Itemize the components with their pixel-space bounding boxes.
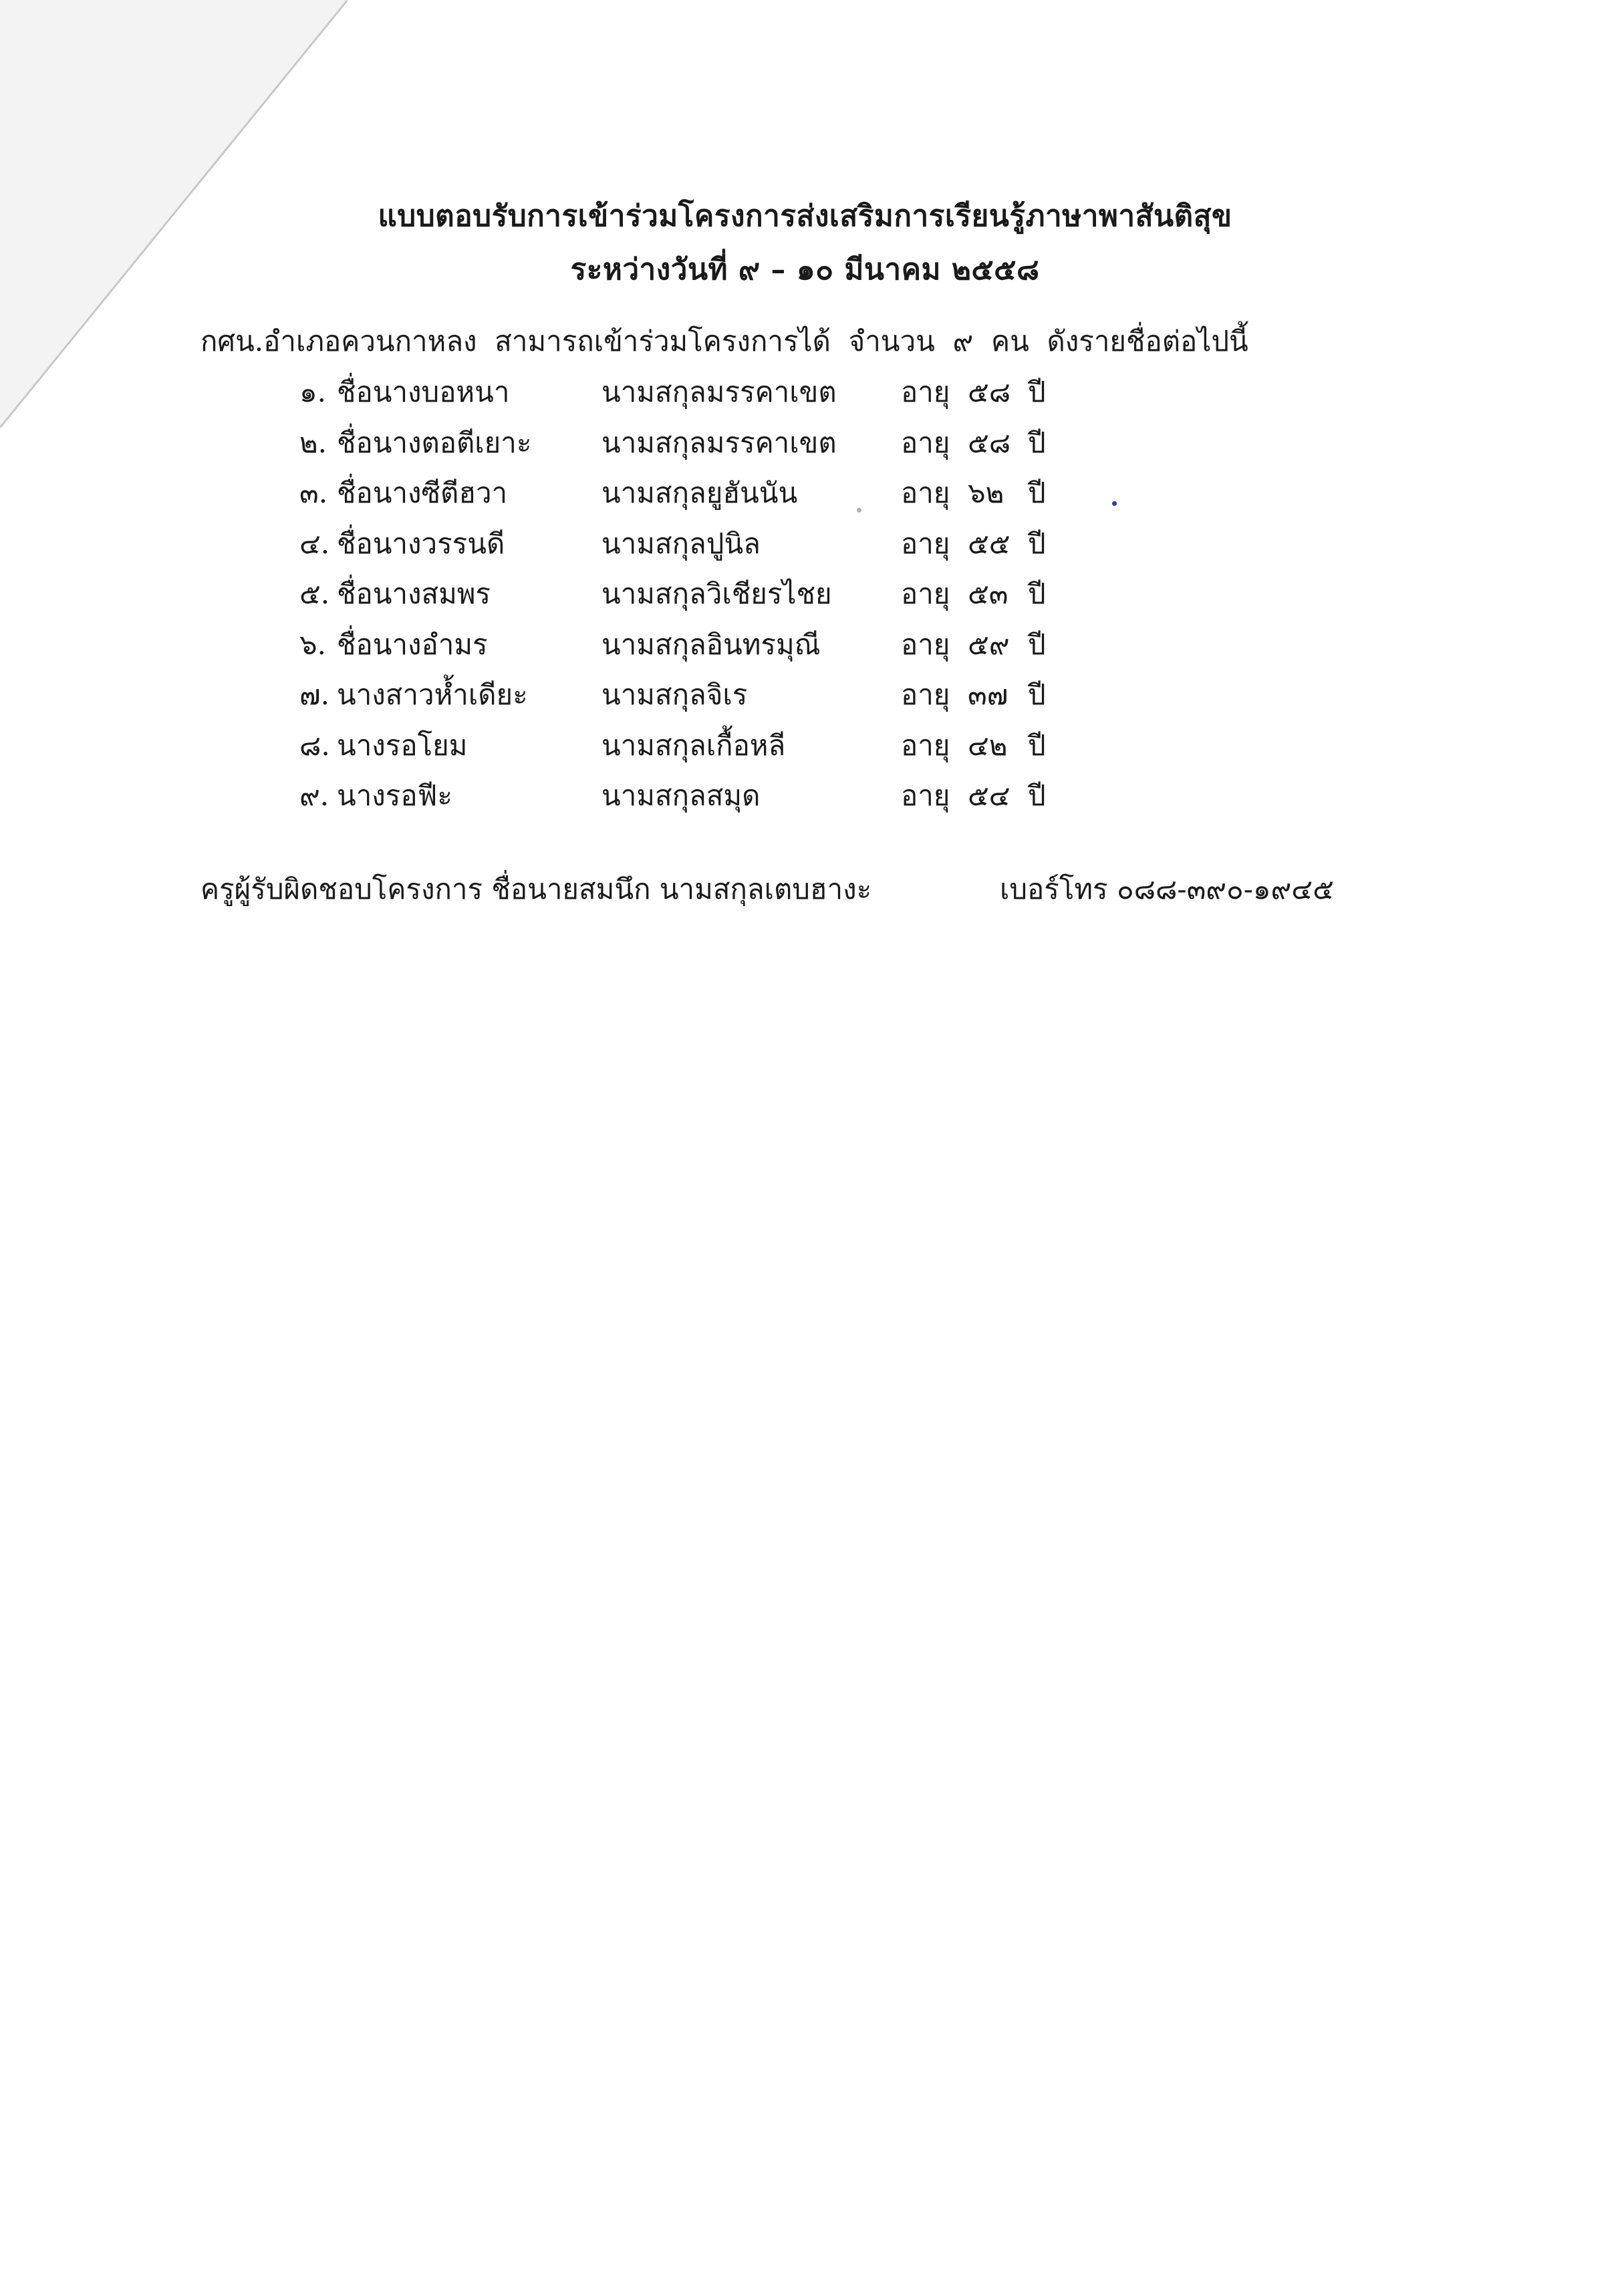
participant-number: ๒.: [299, 426, 327, 459]
age-label: อายุ: [901, 678, 950, 711]
participant-number: ๓.: [299, 476, 328, 509]
age-unit: ปี: [1028, 527, 1046, 560]
participant-number: ๗.: [299, 678, 329, 711]
age-unit: ปี: [1028, 426, 1046, 459]
participant-age: ๕๙: [968, 627, 1010, 661]
age-label: อายุ: [901, 627, 950, 661]
participant-surname: นามสกุลปูนิล: [601, 527, 761, 560]
age-unit: ปี: [1028, 627, 1046, 661]
age-label: อายุ: [901, 728, 950, 762]
participant-number: ๑.: [299, 376, 327, 408]
participant-surname: นามสกุลมรรคาเขต: [601, 426, 837, 459]
participant-surname: นามสกุลจิเร: [601, 678, 748, 711]
participant-number: ๘.: [299, 728, 330, 762]
responsible-teacher: ครูผู้รับผิดชอบโครงการ ชื่อนายสมนึก นามสกุลเตบฮางะ: [200, 873, 872, 905]
participant-age: ๕๕: [968, 527, 1011, 560]
participant-name: ชื่อนางสมพร: [337, 577, 491, 610]
age-label: อายุ: [901, 426, 950, 459]
participant-age: ๕๔: [968, 779, 1011, 812]
participant-name: ชื่อนางบอหนา: [337, 376, 510, 408]
age-unit: ปี: [1028, 678, 1046, 711]
age-unit: ปี: [1028, 476, 1046, 509]
participant-age: ๓๗: [968, 678, 1009, 711]
phone-number: เบอร์โทร ๐๘๘-๓๙๐-๑๙๔๕: [1000, 873, 1334, 905]
participant-age: ๕๘: [968, 426, 1011, 459]
participant-age: ๕๘: [968, 376, 1011, 408]
participant-age: ๖๒: [968, 476, 1004, 509]
participant-surname: นามสกุลยูฮันนัน: [601, 476, 798, 509]
participant-age: ๔๒: [968, 728, 1008, 762]
participant-surname: นามสกุลสมุด: [601, 779, 761, 812]
participant-name: นางรอฟีะ: [337, 779, 452, 812]
participant-surname: นามสกุลวิเชียรไชย: [601, 577, 832, 610]
participant-surname: นามสกุลอินทรมุณี: [601, 627, 821, 661]
age-label: อายุ: [901, 476, 950, 509]
age-unit: ปี: [1028, 376, 1046, 408]
age-unit: ปี: [1028, 728, 1046, 762]
participant-name: ชื่อนางตอตีเยาะ: [337, 426, 532, 459]
participant-name: ชื่อนางซีตีฮวา: [337, 476, 508, 509]
participant-name: นางรอโยม: [337, 728, 468, 762]
participant-number: ๔.: [299, 527, 330, 560]
participant-surname: นามสกุลเกื้อหลี: [601, 728, 786, 762]
age-label: อายุ: [901, 577, 950, 610]
participant-name: ชื่อนางวรรนดี: [337, 527, 505, 560]
participant-age: ๕๓: [968, 577, 1009, 610]
participant-name: ชื่อนางอำมร: [337, 627, 488, 661]
age-unit: ปี: [1028, 577, 1046, 610]
ink-dot: [1112, 501, 1117, 506]
age-label: อายุ: [901, 527, 950, 560]
scan-speck: [857, 508, 861, 513]
age-label: อายุ: [901, 779, 950, 812]
age-label: อายุ: [901, 376, 950, 408]
participant-number: ๖.: [299, 627, 327, 661]
participant-number: ๙.: [299, 779, 329, 812]
age-unit: ปี: [1028, 779, 1046, 812]
document-title: แบบตอบรับการเข้าร่วมโครงการส่งเสริมการเรียนรู้ภาษาพาสันติสุข: [378, 199, 1232, 233]
intro-statement: กศน.อำเภอควนกาหลง สามารถเข้าร่วมโครงการได้ จำนวน ๙ คน ดังรายชื่อต่อไปนี้: [200, 325, 1248, 357]
participant-surname: นามสกุลมรรคาเขต: [601, 376, 837, 408]
document-date-range: ระหว่างวันที่ ๙ – ๑๐ มีนาคม ๒๕๕๘: [570, 253, 1040, 287]
participant-number: ๕.: [299, 577, 330, 610]
participant-name: นางสาวห้ำเดียะ: [337, 678, 528, 711]
